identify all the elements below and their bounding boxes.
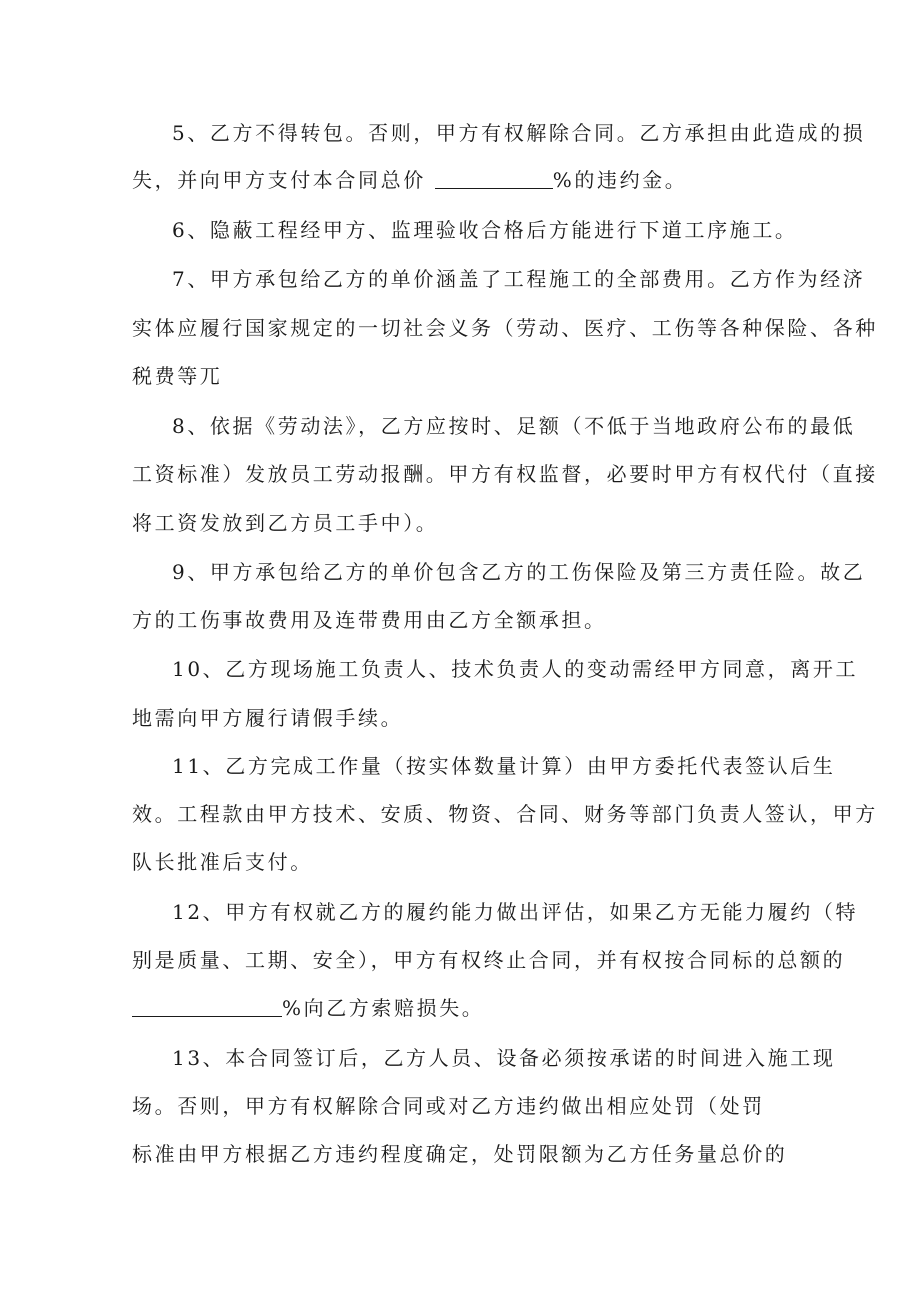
clause-11-line-3: 队长批准后支付。 xyxy=(132,850,313,874)
clause-8-line-3: 将工资发放到乙方员工手中）。 xyxy=(132,511,439,535)
clause-8-line-2: 工资标准）发放员工劳动报酬。甲方有权监督，必要时甲方有权代付（直接 xyxy=(132,462,878,486)
clause-5-line-1: 5、乙方不得转包。否则，甲方有权解除合同。乙方承担由此造成的损 xyxy=(172,121,866,145)
clause-12-line-3 xyxy=(132,995,484,1021)
clause-7-line-1: 7、甲方承包给乙方的单价涵盖了工程施工的全部费用。乙方作为经济 xyxy=(172,267,866,291)
clause-7-line-3: 税费等兀 xyxy=(132,364,223,388)
clause-12-line-3-text: %向乙方索赔损失。 xyxy=(282,996,485,1020)
clause-5-line-2-text-a: 失，并向甲方支付本合同总价 xyxy=(132,168,435,192)
clause-5-line-2 xyxy=(132,167,687,193)
penalty-percent-blank[interactable] xyxy=(435,170,553,189)
clause-10-line-1: 10、乙方现场施工负责人、技术负责人的变动需经甲方同意，离开工 xyxy=(172,657,859,681)
clause-13-line-3: 标准由甲方根据乙方违约程度确定，处罚限额为乙方任务量总价的 xyxy=(132,1142,788,1166)
clause-9-line-1: 9、甲方承包给乙方的单价包含乙方的工伤保险及第三方责任险。故乙 xyxy=(172,560,866,584)
claim-percent-blank[interactable] xyxy=(132,998,282,1017)
clause-5-line-2-text-b: %的违约金。 xyxy=(552,168,688,192)
clause-11-line-2: 效。工程款由甲方技术、安质、物资、合同、财务等部门负责人签认，甲方 xyxy=(132,802,878,826)
clause-13-line-1: 13、本合同签订后，乙方人员、设备必须按承诺的时间进入施工现 xyxy=(172,1046,836,1070)
clause-7-line-2: 实体应履行国家规定的一切社会义务（劳动、医疗、工伤等各种保险、各种 xyxy=(132,316,878,340)
clause-10-line-2: 地需向甲方履行请假手续。 xyxy=(132,706,404,730)
clause-11-line-1: 11、乙方完成工作量（按实体数量计算）由甲方委托代表签认后生 xyxy=(172,754,836,778)
clause-8-line-1: 8、依据《劳动法》，乙方应按时、足额（不低于当地政府公布的最低 xyxy=(172,414,856,438)
clause-12-line-2: 别是质量、工期、安全），甲方有权终止合同，并有权按合同标的总额的 xyxy=(132,948,846,972)
clause-12-line-1: 12、甲方有权就乙方的履约能力做出评估，如果乙方无能力履约（特 xyxy=(172,900,859,924)
clause-9-line-2: 方的工伤事故费用及连带费用由乙方全额承担。 xyxy=(132,608,607,632)
clause-6-line-1: 6、隐蔽工程经甲方、监理验收合格后方能进行下道工序施工。 xyxy=(172,218,798,242)
clause-13-line-2: 场。否则，甲方有权解除合同或对乙方违约做出相应处罚（处罚 xyxy=(132,1094,765,1118)
